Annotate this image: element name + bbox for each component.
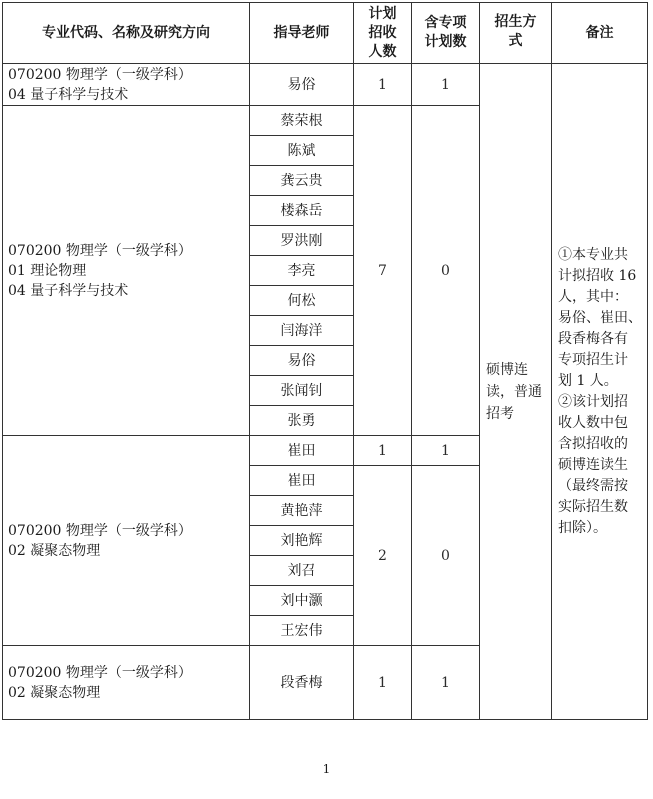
special-plan-cell: 1 (412, 646, 480, 720)
major-cell: 070200 物理学（一级学科） 04 量子科学与技术 (3, 64, 250, 106)
advisor-cell: 崔田 (250, 466, 354, 496)
special-plan-cell: 0 (412, 106, 480, 436)
advisor-cell: 楼森岳 (250, 196, 354, 226)
advisor-cell: 龚云贵 (250, 166, 354, 196)
advisor-cell: 闫海洋 (250, 316, 354, 346)
advisor-cell: 何松 (250, 286, 354, 316)
advisor-cell: 张勇 (250, 406, 354, 436)
table-row (3, 64, 648, 106)
major-cell: 070200 物理学（一级学科） 02 凝聚态物理 (3, 436, 250, 646)
advisor-cell: 罗洪刚 (250, 226, 354, 256)
header-special-plan: 含专项 计划数 (412, 3, 480, 64)
advisor-cell: 蔡荣根 (250, 106, 354, 136)
plan-count-cell: 1 (354, 64, 412, 106)
plan-count-cell: 7 (354, 106, 412, 436)
plan-count-cell: 1 (354, 646, 412, 720)
advisor-cell: 刘召 (250, 556, 354, 586)
advisor-cell: 易俗 (250, 346, 354, 376)
header-remarks: 备注 (552, 3, 648, 64)
advisor-cell: 张闻钊 (250, 376, 354, 406)
advisor-cell: 黄艳萍 (250, 496, 354, 526)
header-plan-count: 计划 招收 人数 (354, 3, 412, 64)
page-number: 1 (322, 762, 331, 776)
header-advisor: 指导老师 (250, 3, 354, 64)
special-plan-cell: 0 (412, 466, 480, 646)
advisor-cell: 刘中灏 (250, 586, 354, 616)
special-plan-cell: 1 (412, 436, 480, 466)
remarks-cell: ①本专业共 计拟招收 16 人，其中： 易俗、崔田、 段香梅各有 专项招生计 划 1 人。 ②该计划招 收人数中包 含拟招收的 硕博连读生 （最终需按 实际招生数 扣除）。 (552, 64, 648, 720)
enrollment-plan-table (2, 2, 648, 720)
advisor-cell: 易俗 (250, 64, 354, 106)
header-row (3, 3, 648, 64)
header-method: 招生方 式 (480, 3, 552, 64)
advisor-cell: 王宏伟 (250, 616, 354, 646)
major-cell: 070200 物理学（一级学科） 01 理论物理 04 量子科学与技术 (3, 106, 250, 436)
advisor-cell: 李亮 (250, 256, 354, 286)
major-cell: 070200 物理学（一级学科） 02 凝聚态物理 (3, 646, 250, 720)
method-cell: 硕博连 读，普通 招考 (480, 64, 552, 720)
advisor-cell: 崔田 (250, 436, 354, 466)
special-plan-cell: 1 (412, 64, 480, 106)
advisor-cell: 陈斌 (250, 136, 354, 166)
advisor-cell: 段香梅 (250, 646, 354, 720)
advisor-cell: 刘艳辉 (250, 526, 354, 556)
header-major: 专业代码、名称及研究方向 (3, 3, 250, 64)
plan-count-cell: 1 (354, 436, 412, 466)
plan-count-cell: 2 (354, 466, 412, 646)
